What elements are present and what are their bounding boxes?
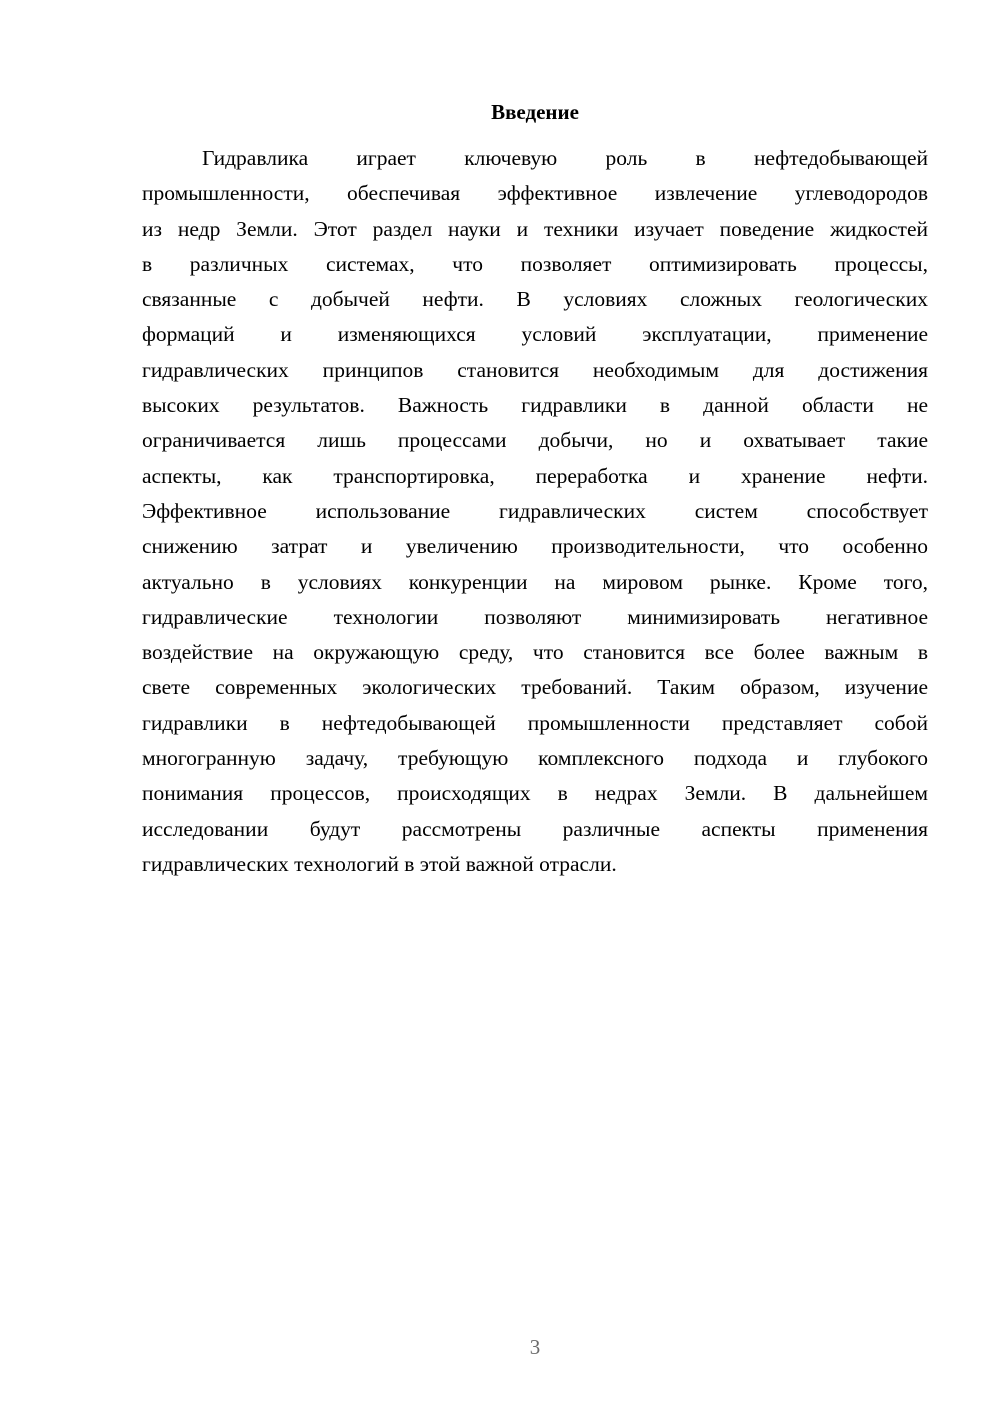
paragraph-line: снижению затрат и увеличению производительности, что особенно xyxy=(142,534,928,559)
section-heading: Введение xyxy=(491,100,579,124)
paragraph-line: ограничивается лишь процессами добычи, но и охватывает такие xyxy=(142,428,928,453)
paragraph-line: промышленности, обеспечивая эффективное извлечение углеводородов xyxy=(142,181,928,206)
paragraph-line: исследовании будут рассмотрены различные аспекты применения xyxy=(142,816,928,841)
paragraph-line: воздействие на окружающую среду, что становится все более важным в xyxy=(142,640,928,665)
page-number: 3 xyxy=(529,1335,541,1359)
paragraph-line: понимания процессов, происходящих в недрах Земли. В дальнейшем xyxy=(142,781,928,806)
paragraph-line: многогранную задачу, требующую комплексного подхода и глубокого xyxy=(142,746,928,771)
paragraph-line: Гидравлика играет ключевую роль в нефтедобывающей xyxy=(202,146,928,170)
body-paragraph xyxy=(142,141,928,882)
paragraph-line: гидравлические технологии позволяют минимизировать негативное xyxy=(142,604,928,629)
paragraph-line: гидравлики в нефтедобывающей промышленности представляет собой xyxy=(142,710,928,735)
paragraph-line: высоких результатов. Важность гидравлики в данной области не xyxy=(142,393,928,418)
paragraph-line: свете современных экологических требований. Таким образом, изучение xyxy=(142,675,928,700)
paragraph-line: из недр Земли. Этот раздел науки и техники изучает поведение жидкостей xyxy=(142,216,928,241)
paragraph-line: гидравлических технологий в этой важной отрасли. xyxy=(142,851,617,876)
paragraph-line: гидравлических принципов становится необходимым для достижения xyxy=(142,357,928,382)
paragraph-line: аспекты, как транспортировка, переработка и хранение нефти. xyxy=(142,463,928,488)
paragraph-line: в различных системах, что позволяет оптимизировать процессы, xyxy=(142,251,928,276)
paragraph-line: Эффективное использование гидравлических систем способствует xyxy=(142,498,928,523)
paragraph-line: актуально в условиях конкуренции на мировом рынке. Кроме того, xyxy=(142,569,928,594)
paragraph-line: связанные с добычей нефти. В условиях сложных геологических xyxy=(142,287,928,312)
paragraph-line: формаций и изменяющихся условий эксплуатации, применение xyxy=(142,322,928,347)
